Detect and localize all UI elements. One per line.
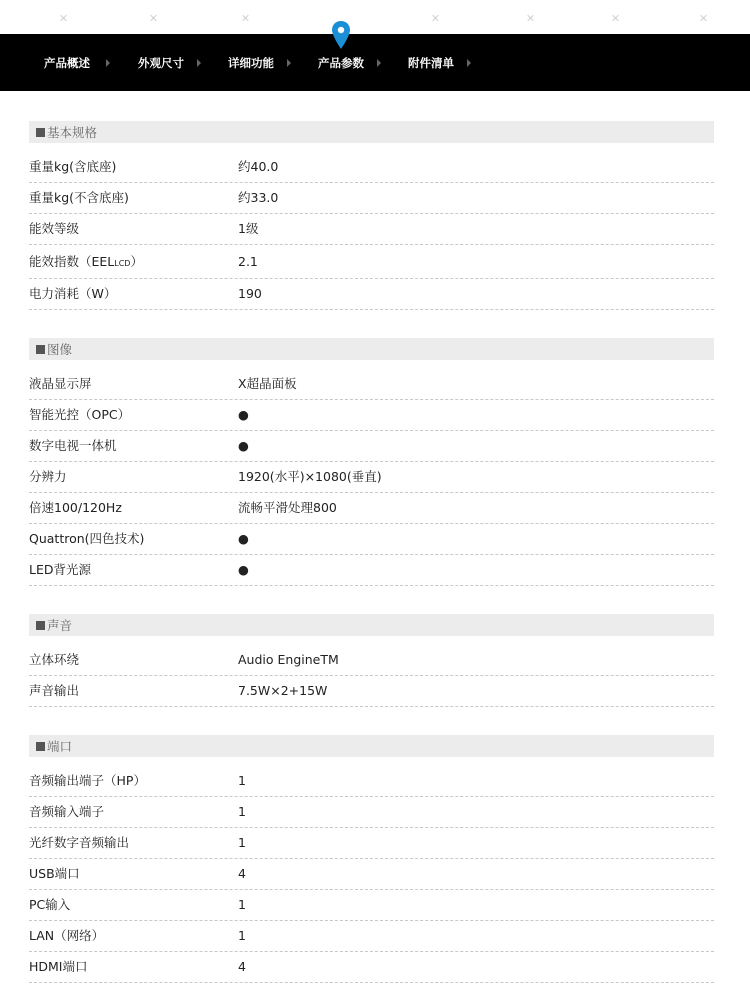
spec-row — [29, 797, 714, 828]
nav-tab-accessories[interactable]: 附件清单 — [408, 55, 454, 70]
spec-label: USB端口 — [29, 866, 80, 881]
spec-label: 重量kg(不含底座) — [29, 190, 129, 205]
spec-value: ● — [238, 531, 249, 546]
decor-mark — [700, 14, 708, 22]
spec-value: Audio EngineTM — [238, 652, 339, 667]
nav-bar — [0, 34, 750, 91]
spec-value: 1 — [238, 928, 246, 943]
spec-label: 智能光控（OPC） — [29, 407, 131, 422]
spec-label: HDMI端口 — [29, 959, 88, 974]
spec-value: 4 — [238, 959, 246, 974]
spec-row — [29, 766, 714, 797]
square-bullet-icon — [36, 128, 45, 137]
spec-label: 倍速100/120Hz — [29, 500, 122, 515]
chevron-right-icon — [106, 59, 111, 67]
spec-label: 数字电视一体机 — [29, 438, 117, 453]
chevron-right-icon — [377, 59, 382, 67]
spec-label-subscript: LCD — [114, 259, 131, 268]
spec-row — [29, 524, 714, 555]
spec-row — [29, 245, 714, 279]
spec-value: 1 — [238, 897, 246, 912]
decor-mark — [150, 14, 158, 22]
spec-value: 190 — [238, 286, 262, 301]
spec-row — [29, 214, 714, 245]
spec-label: 音频输入端子 — [29, 804, 105, 819]
spec-value: X超晶面板 — [238, 376, 297, 391]
spec-value: ● — [238, 562, 249, 577]
decor-mark — [432, 14, 440, 22]
spec-row — [29, 152, 714, 183]
spec-row — [29, 369, 714, 400]
spec-value: 4 — [238, 866, 246, 881]
spec-value: 1920(水平)×1080(垂直) — [238, 469, 382, 484]
spec-row — [29, 279, 714, 310]
section-title: 图像 — [47, 342, 73, 357]
spec-label — [29, 245, 143, 278]
spec-label: 液晶显示屏 — [29, 376, 92, 391]
spec-value: 约33.0 — [238, 190, 279, 205]
spec-value: 流畅平滑处理800 — [238, 500, 337, 515]
section-header-image — [29, 338, 714, 360]
spec-label-main: 能效指数（EEL — [29, 254, 115, 269]
top-decoration — [0, 0, 750, 34]
spec-value: 2.1 — [238, 254, 258, 269]
decor-mark — [242, 14, 250, 22]
nav-tab-features[interactable]: 详细功能 — [228, 55, 274, 70]
spec-row — [29, 462, 714, 493]
location-pin-icon — [331, 20, 351, 50]
spec-label: 重量kg(含底座) — [29, 159, 117, 174]
spec-value: ● — [238, 438, 249, 453]
spec-label: 声音输出 — [29, 683, 80, 698]
spec-row — [29, 183, 714, 214]
spec-value: ● — [238, 407, 249, 422]
spec-label: Quattron(四色技术) — [29, 531, 145, 546]
spec-row — [29, 400, 714, 431]
spec-label: 立体环绕 — [29, 652, 80, 667]
spec-row — [29, 676, 714, 707]
square-bullet-icon — [36, 742, 45, 751]
spec-row — [29, 921, 714, 952]
spec-label: 能效等级 — [29, 221, 80, 236]
section-header-ports — [29, 735, 714, 757]
decor-mark — [612, 14, 620, 22]
spec-value: 1 — [238, 835, 246, 850]
nav-tab-overview[interactable]: 产品概述 — [44, 55, 90, 70]
spec-label: LED背光源 — [29, 562, 91, 577]
spec-value: 7.5W×2+15W — [238, 683, 328, 698]
spec-row — [29, 431, 714, 462]
spec-label: 电力消耗（W） — [29, 286, 117, 301]
square-bullet-icon — [36, 621, 45, 630]
chevron-right-icon — [287, 59, 292, 67]
spec-value: 约40.0 — [238, 159, 279, 174]
spec-row — [29, 890, 714, 921]
chevron-right-icon — [197, 59, 202, 67]
spec-row — [29, 555, 714, 586]
spec-value: 1级 — [238, 221, 259, 236]
spec-row — [29, 645, 714, 676]
spec-label: 音频输出端子（HP） — [29, 773, 146, 788]
section-header-sound — [29, 614, 714, 636]
spec-label: LAN（网络） — [29, 928, 105, 943]
spec-row — [29, 952, 714, 983]
nav-tab-specs[interactable]: 产品参数 — [318, 55, 364, 70]
section-title: 声音 — [47, 618, 73, 633]
section-header-basic — [29, 121, 714, 143]
spec-value: 1 — [238, 804, 246, 819]
square-bullet-icon — [36, 345, 45, 354]
spec-label: 分辨力 — [29, 469, 67, 484]
spec-value: 1 — [238, 773, 246, 788]
chevron-right-icon — [467, 59, 472, 67]
decor-mark — [527, 14, 535, 22]
spec-row — [29, 859, 714, 890]
nav-tab-dimensions[interactable]: 外观尺寸 — [138, 55, 184, 70]
spec-label: 光纤数字音频输出 — [29, 835, 130, 850]
decor-mark — [60, 14, 68, 22]
spec-row — [29, 493, 714, 524]
section-title: 基本规格 — [47, 125, 98, 140]
spec-label: PC输入 — [29, 897, 71, 912]
section-title: 端口 — [47, 739, 73, 754]
spec-label-end: ） — [130, 254, 143, 269]
spec-row — [29, 828, 714, 859]
